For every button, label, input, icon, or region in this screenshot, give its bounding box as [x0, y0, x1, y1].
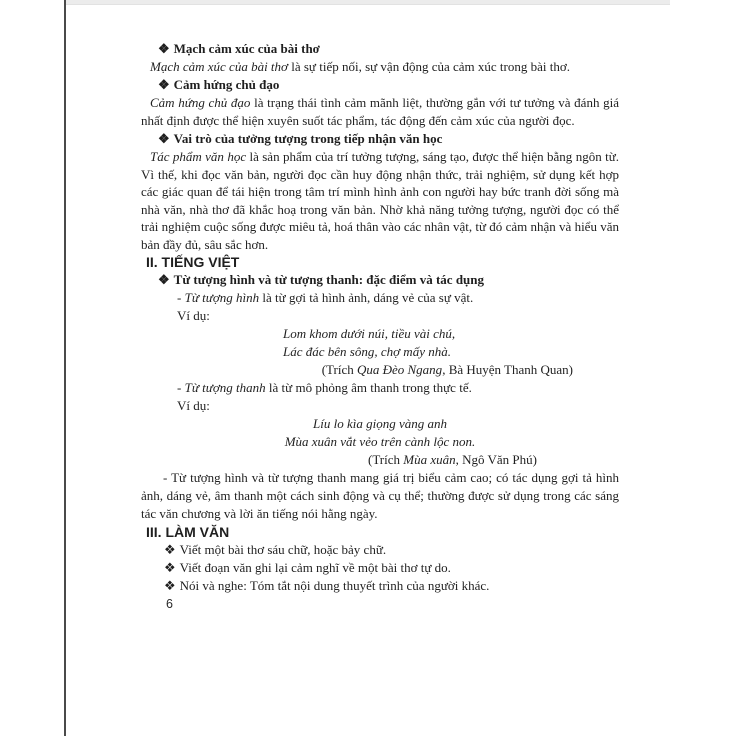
lam-van-item-label: Viết đoạn văn ghi lại cảm nghĩ về một bài thơ tự do. [179, 560, 451, 575]
heading-label: Vai trò của tưởng tượng trong tiếp nhận văn học [173, 131, 443, 146]
definition-term: Tác phẩm văn học [150, 149, 247, 164]
tu-tuong-summary: - Từ tượng hình và từ tượng thanh mang giá trị biểu cảm cao; có tác dụng gợi tả hình ảnh, dáng vẻ, âm thanh một cách sinh động và cụ thể; thường được sử dụng trong các sáng tác văn chương và lời ăn tiếng nói hằng ngày. [141, 470, 619, 521]
definition-term: Từ tượng thanh [184, 380, 266, 395]
heading-label: Cảm hứng chủ đạo [173, 77, 280, 92]
lam-van-item-label: Viết một bài thơ sáu chữ, hoặc bảy chữ. [179, 542, 387, 557]
heading-tu-tuong [141, 271, 619, 289]
heading-vai-tro [141, 130, 619, 148]
diamond-bullet-icon: ❖ [158, 131, 170, 146]
source-title: Qua Đèo Ngang [356, 362, 443, 377]
lam-van-item [141, 559, 619, 577]
definition-text: là sản phẩm của trí tưởng tượng, sáng tạo, được thể hiện bằng ngôn từ. Vì thế, khi đọc văn bản, người đọc cần huy động nhận thức, trải nghiệm, sử dụng kết hợp các giác quan để tái hiện trong tâm trí mình hình ảnh con người hay bức tranh đời sống mà nhà văn, nhà thơ đã khắc hoạ trong văn bản. Nhờ khả năng tưởng tượng, người đọc có thể trải nghiệm cuộc sống được miêu tả, hoá thân vào các nhân vật, từ đó cảm nhận và hiểu văn bản đầy đủ, sâu sắc hơn. [141, 149, 619, 252]
lam-van-item [141, 541, 619, 559]
heading-mach-cam-xuc [141, 40, 619, 58]
definition-text: là trạng thái tình cảm mãnh liệt, thường gắn với tư tưởng và đánh giá nhất định được thể hiện xuyên suốt tác phẩm, tác động đến cảm xúc của người đọc. [141, 95, 619, 128]
definition-term: Cảm hứng chủ đạo [150, 95, 251, 110]
heading-label: Từ tượng hình và từ tượng thanh: đặc điểm và tác dụng [173, 272, 485, 287]
section-title-lam-van: III. LÀM VĂN [146, 524, 230, 540]
heading-label: Mạch cảm xúc của bài thơ [173, 41, 320, 56]
verse-line: Líu lo kìa giọng vàng anh [313, 416, 447, 431]
definition-text: là từ mô phỏng âm thanh trong thực tế. [265, 380, 472, 395]
definition-vai-tro [141, 148, 619, 253]
definition-cam-hung [141, 94, 619, 130]
section-title-tieng-viet: II. TIẾNG VIỆT [146, 254, 240, 270]
diamond-bullet-icon: ❖ [158, 272, 170, 287]
verse-line: Lom khom dưới núi, tiều vài chú, [283, 326, 456, 341]
diamond-bullet-icon: ❖ [164, 542, 176, 557]
diamond-bullet-icon: ❖ [158, 77, 170, 92]
page-content [141, 40, 619, 613]
verse-source [141, 451, 619, 469]
diamond-bullet-icon: ❖ [164, 578, 176, 593]
lam-van-item-label: Nói và nghe: Tóm tắt nội dung thuyết trình của người khác. [179, 578, 490, 593]
dash: - [177, 290, 185, 305]
verse-source [141, 361, 619, 379]
definition-term: Mạch cảm xúc của bài thơ [150, 59, 288, 74]
source-author: , Bà Huyện Thanh Quan) [442, 362, 573, 377]
definition-term: Từ tượng hình [184, 290, 260, 305]
definition-text: là từ gợi tả hình ảnh, dáng vẻ của sự vật. [259, 290, 474, 305]
lam-van-item [141, 577, 619, 595]
dash: - [177, 380, 185, 395]
verse-line: Lác đác bên sông, chợ mấy nhà. [283, 344, 451, 359]
definition-text: là sự tiếp nối, sự vận động của cảm xúc trong bài thơ. [287, 59, 570, 74]
page-number: 6 [166, 597, 173, 611]
verse-line: Mùa xuân vắt vẻo trên cành lộc non. [284, 434, 476, 449]
source-title: Mùa xuân [403, 452, 456, 467]
definition-mach-cam-xuc [141, 58, 619, 76]
page-edge-line [64, 0, 66, 736]
heading-cam-hung [141, 76, 619, 94]
example-label: Ví dụ: [177, 308, 210, 323]
source-prefix: (Trích [321, 362, 357, 377]
diamond-bullet-icon: ❖ [158, 41, 170, 56]
example-label: Ví dụ: [177, 398, 210, 413]
diamond-bullet-icon: ❖ [164, 560, 176, 575]
page-top-edge [66, 0, 670, 5]
definition-tu-tuong-hinh [141, 289, 619, 307]
definition-tu-tuong-thanh [141, 379, 619, 397]
source-prefix: (Trích [367, 452, 404, 467]
source-author: , Ngô Văn Phú) [455, 452, 537, 467]
